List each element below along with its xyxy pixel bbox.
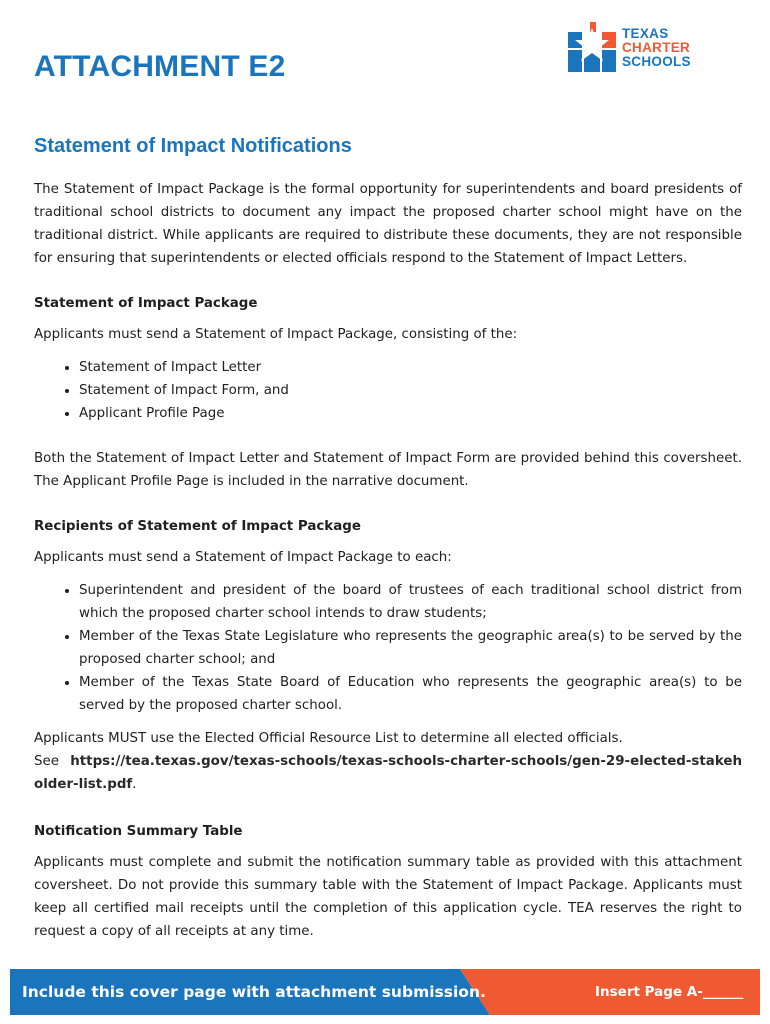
list-item: • Member of the Texas State Legislature who represents the geographic area(s) to be served by the proposed charter school; and [79, 625, 742, 671]
intro-paragraph: The Statement of Impact Package is the formal opportunity for superintendents and board presidents of traditional school districts to document any impact the proposed charter school might have on the traditional district. While applicants are required to distribute these documents, they are not responsible for ensuring that superintendents or elected officials respond to the Statement of Impact Letters. [34, 182, 742, 266]
page-title: ATTACHMENT E2 [34, 50, 286, 83]
logo-line-schools: SCHOOLS [622, 54, 691, 69]
package-lead: Applicants must send a Statement of Impact Package, consisting of the: [34, 327, 518, 342]
list-item: • Statement of Impact Form, and [79, 379, 742, 402]
footer-page-insert: Insert Page A-______ [595, 984, 744, 1000]
list-item: • Applicant Profile Page [79, 402, 742, 425]
list-item: • Superintendent and president of the board of trustees of each traditional school district from which the proposed charter school intends to draw students; [79, 579, 742, 625]
resource-paragraph [34, 727, 742, 796]
see-label: See [34, 754, 71, 769]
logo-line-charter: CHARTER [622, 40, 691, 55]
recipients-lead: Applicants must send a Statement of Impact Package to each: [34, 550, 452, 565]
package-list [34, 356, 742, 425]
footer-banner [0, 969, 770, 1015]
summary-paragraph: Applicants must complete and submit the notification summary table as provided with this attachment coversheet. Do not provide this summary table with the Statement of Impact Package. Applicants must keep all certified mail receipts until the completion of this application cycle. TEA reserves the right to request a copy of all receipts at any time. [34, 855, 742, 939]
summary-heading: Notification Summary Table [34, 824, 243, 839]
link-suffix: . [132, 777, 137, 792]
document-body [34, 130, 742, 943]
resource-text: Applicants MUST use the Elected Official Resource List to determine all elected officials. [34, 731, 623, 746]
resource-link[interactable]: https://tea.texas.gov/texas-schools/texas-schools-charter-schools/gen-29-elected-stakeholder-list.pdf [34, 754, 742, 792]
recipients-heading: Recipients of Statement of Impact Package [34, 519, 361, 534]
list-item: • Member of the Texas State Board of Education who represents the geographic area(s) to be served by the proposed charter school. [79, 671, 742, 717]
texas-charter-schools-logo [566, 20, 716, 76]
section-heading: Statement of Impact Notifications [34, 135, 352, 157]
logo-text [622, 27, 691, 69]
logo-line-texas: TEXAS [622, 26, 669, 41]
package-note: Both the Statement of Impact Letter and Statement of Impact Form are provided behind this coversheet. The Applicant Profile Page is included in the narrative document. [34, 451, 742, 489]
footer-instruction: Include this cover page with attachment submission. [22, 983, 486, 1001]
texas-star-icon [566, 20, 618, 76]
recipients-list [34, 579, 742, 717]
package-heading: Statement of Impact Package [34, 296, 258, 311]
list-item: • Statement of Impact Letter [79, 356, 742, 379]
